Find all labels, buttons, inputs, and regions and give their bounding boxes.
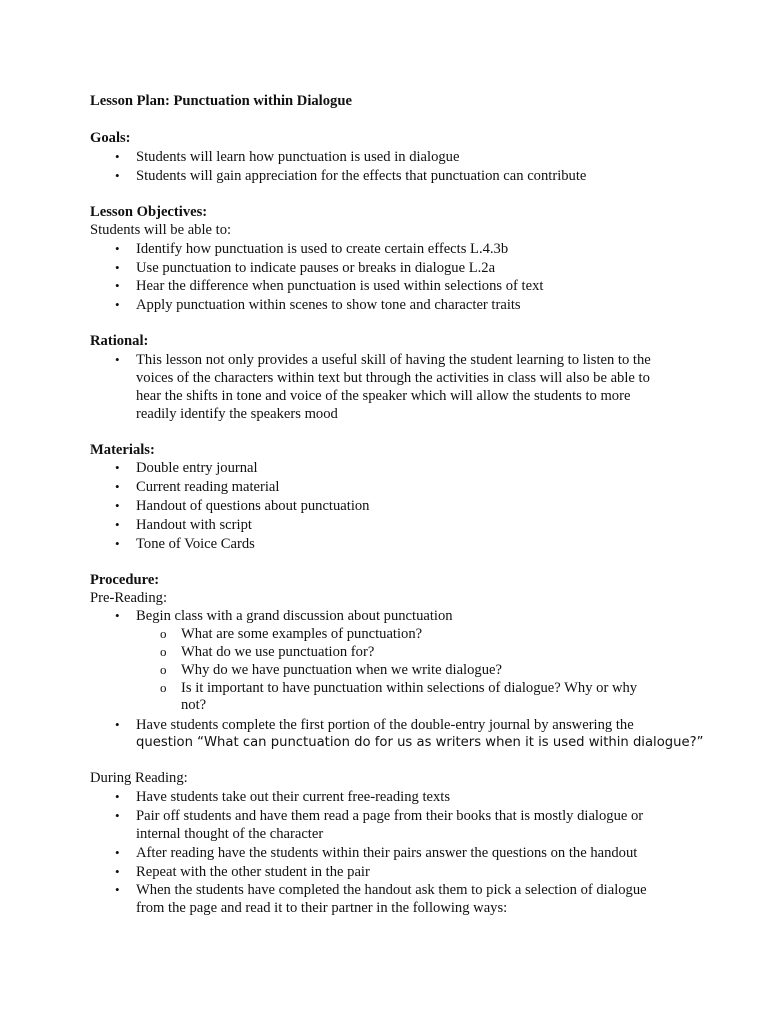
bullet-icon: • [115,536,120,551]
bullet-icon: • [115,882,120,897]
during-reading-item-continued: internal thought of the character [136,826,324,842]
document-title: Lesson Plan: Punctuation within Dialogue [90,93,352,109]
bullet-icon: • [115,149,120,164]
discussion-question: What do we use punctuation for? [181,644,375,660]
bullet-icon: • [115,278,120,293]
bullet-icon: • [115,517,120,532]
discussion-question: Is it important to have punctuation within selections of dialogue? Why or why [181,680,638,696]
goal-item: Students will learn how punctuation is used in dialogue [136,149,460,165]
objectives-heading: Lesson Objectives: [90,204,208,220]
bullet-icon: • [115,845,120,860]
discussion-question-continued: not? [181,697,207,713]
materials-heading: Materials: [90,442,155,458]
material-item: Current reading material [136,479,280,495]
during-reading-label: During Reading: [90,770,188,786]
material-item: Tone of Voice Cards [136,536,255,552]
during-reading-item: Have students take out their current free-reading texts [136,789,451,805]
bullet-icon: • [115,241,120,256]
material-item: Double entry journal [136,460,258,476]
procedure-heading: Procedure: [90,572,160,588]
discussion-question: What are some examples of punctuation? [181,626,423,642]
during-reading-item-continued: from the page and read it to their partner in the following ways: [136,900,508,916]
pre-reading-item: Begin class with a grand discussion about punctuation [136,608,453,624]
bullet-icon: • [115,498,120,513]
pre-reading-item: Have students complete the first portion of the double-entry journal by answering the [136,717,634,733]
pre-reading-item-continued: question “What can punctuation do for us as writers when it is used within dialogue?” [136,735,704,750]
rational-text-line: hear the shifts in tone and voice of the speaker which will allow the students to more [136,388,631,404]
discussion-question: Why do we have punctuation when we write dialogue? [181,662,502,678]
objective-item: Hear the difference when punctuation is used within selections of text [136,278,544,294]
bullet-icon: • [115,460,120,475]
rational-text-line: This lesson not only provides a useful skill of having the student learning to listen to the [136,352,651,368]
bullet-icon: • [115,789,120,804]
during-reading-item: After reading have the students within their pairs answer the questions on the handout [136,845,638,861]
sub-bullet-icon: o [160,644,167,659]
bullet-icon: • [115,808,120,823]
during-reading-item: Pair off students and have them read a page from their books that is mostly dialogue or [136,808,644,824]
bullet-icon: • [115,260,120,275]
sub-bullet-icon: o [160,680,167,695]
rational-heading: Rational: [90,333,149,349]
goals-heading: Goals: [90,130,131,146]
objective-item: Identify how punctuation is used to create certain effects L.4.3b [136,241,509,257]
objective-item: Use punctuation to indicate pauses or breaks in dialogue L.2a [136,260,496,276]
bullet-icon: • [115,168,120,183]
sub-bullet-icon: o [160,662,167,677]
objective-item: Apply punctuation within scenes to show tone and character traits [136,297,521,313]
objectives-intro: Students will be able to: [90,222,232,238]
bullet-icon: • [115,297,120,312]
material-item: Handout with script [136,517,252,533]
bullet-icon: • [115,352,120,367]
material-item: Handout of questions about punctuation [136,498,370,514]
rational-text-line: voices of the characters within text but through the activities in class will also be able to [136,370,650,386]
during-reading-item: Repeat with the other student in the pair [136,864,370,880]
bullet-icon: • [115,717,120,732]
bullet-icon: • [115,479,120,494]
bullet-icon: • [115,608,120,623]
pre-reading-label: Pre-Reading: [90,590,168,606]
during-reading-item: When the students have completed the handout ask them to pick a selection of dialogue [136,882,647,898]
rational-text-line: readily identify the speakers mood [136,406,338,422]
goal-item: Students will gain appreciation for the effects that punctuation can contribute [136,168,587,184]
sub-bullet-icon: o [160,626,167,641]
bullet-icon: • [115,864,120,879]
